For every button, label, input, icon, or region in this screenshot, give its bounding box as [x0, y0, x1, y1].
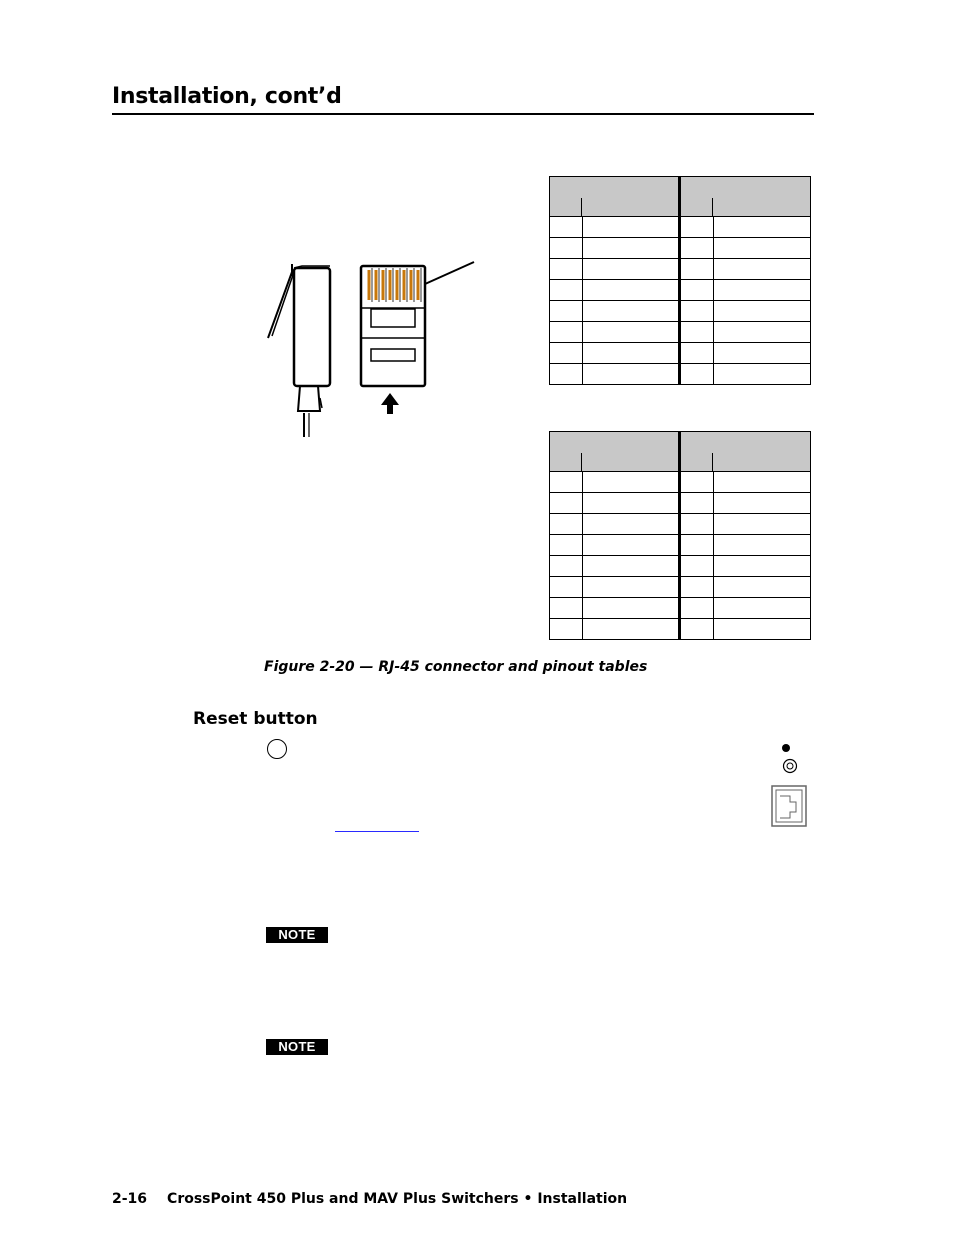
up-arrow-icon: [381, 393, 399, 414]
footer-text: CrossPoint 450 Plus and MAV Plus Switchers • Installation: [167, 1191, 628, 1207]
page-title: Installation, cont’d: [112, 84, 342, 109]
table-row: [550, 535, 811, 556]
table-row: [550, 493, 811, 514]
note-badge-1: NOTE: [266, 927, 328, 943]
rj45-connector-illustration: [262, 256, 482, 442]
pinout-table-2: [549, 431, 811, 640]
table-row: [550, 577, 811, 598]
table-row: [550, 472, 811, 493]
rj45-plug-side-icon: [268, 264, 330, 437]
table-row: [550, 343, 811, 364]
table-row: [550, 280, 811, 301]
table-row: [550, 619, 811, 640]
callout-circle-icon: [267, 739, 287, 759]
table-row: [550, 238, 811, 259]
reset-button-icon: [784, 760, 797, 773]
table-row: [550, 217, 811, 238]
note-badge-2: NOTE: [266, 1039, 328, 1055]
hyperlink[interactable]: [335, 831, 419, 832]
title-rule: [112, 113, 814, 115]
page-number: 2-16: [112, 1191, 148, 1207]
page-footer: [112, 1191, 627, 1207]
pinout-table-1: [549, 176, 811, 385]
table-row: [550, 259, 811, 280]
table-row: [550, 322, 811, 343]
table-row: [550, 364, 811, 385]
section-heading: Reset button: [193, 709, 318, 729]
rear-panel-icons: [766, 740, 812, 830]
rj45-port-icon: [772, 786, 806, 826]
table-row: [550, 556, 811, 577]
table-row: [550, 598, 811, 619]
rj45-plug-front-icon: [361, 262, 474, 386]
led-indicator-icon: [782, 744, 790, 752]
figure-caption: Figure 2-20 — RJ-45 connector and pinout tables: [264, 659, 648, 675]
table-row: [550, 514, 811, 535]
table-row: [550, 301, 811, 322]
